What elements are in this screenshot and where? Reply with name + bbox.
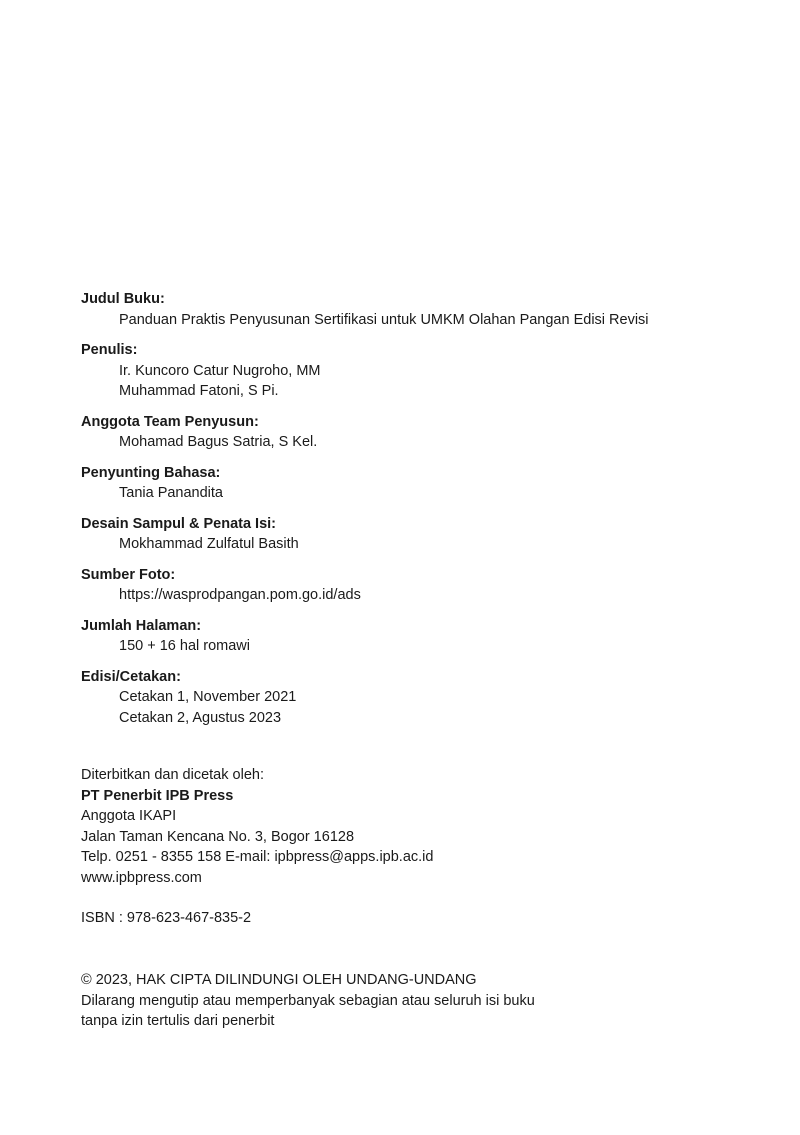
credits-section bbox=[81, 289, 741, 738]
photo-source-url: https://wasprodpangan.pom.go.id/ads bbox=[119, 587, 361, 603]
credit-value: Mokhammad Zulfatul Basith bbox=[119, 536, 299, 552]
isbn-number: ISBN : 978-623-467-835-2 bbox=[81, 910, 252, 926]
publisher-name: PT Penerbit IPB Press bbox=[81, 787, 234, 804]
credit-label: Jumlah Halaman: bbox=[81, 617, 202, 634]
publisher-membership: Anggota IKAPI bbox=[81, 808, 177, 824]
credit-label: Desain Sampul & Penata Isi: bbox=[81, 515, 277, 532]
credit-book-title bbox=[81, 289, 741, 330]
credit-language-editor bbox=[81, 463, 741, 504]
credit-value: Cetakan 1, November 2021 bbox=[119, 689, 297, 705]
credit-label: Penulis: bbox=[81, 342, 138, 358]
credit-label: Penyunting Bahasa: bbox=[81, 464, 221, 481]
credit-value: Muhammad Fatoni, S Pi. bbox=[119, 383, 279, 399]
credit-label: Judul Buku: bbox=[81, 291, 165, 307]
credit-author bbox=[81, 340, 741, 402]
copyright-notice bbox=[81, 970, 741, 1032]
copyright-line: Dilarang mengutip atau memperbanyak sebagian atau seluruh isi buku bbox=[81, 992, 535, 1009]
credit-edition bbox=[81, 667, 741, 729]
publisher-intro: Diterbitkan dan dicetak oleh: bbox=[81, 767, 264, 783]
credit-label: Sumber Foto: bbox=[81, 566, 176, 583]
credit-value: Cetakan 2, Agustus 2023 bbox=[119, 709, 282, 726]
credit-value: Panduan Praktis Penyusunan Sertifikasi untuk UMKM Olahan Pangan Edisi Revisi bbox=[119, 311, 649, 328]
credit-value: Ir. Kuncoro Catur Nugroho, MM bbox=[119, 362, 321, 379]
copyright-line: © 2023, HAK CIPTA DILINDUNGI OLEH UNDANG-UNDANG bbox=[81, 972, 477, 988]
copyright-line: tanpa izin tertulis dari penerbit bbox=[81, 1013, 275, 1029]
credit-value: 150 + 16 hal romawi bbox=[119, 638, 250, 654]
credit-value: Tania Panandita bbox=[119, 485, 223, 501]
publisher-contact: Telp. 0251 - 8355 158 E-mail: ipbpress@apps.ipb.ac.id bbox=[81, 849, 434, 865]
credit-photo-source bbox=[81, 565, 741, 606]
credit-team bbox=[81, 412, 741, 453]
credit-design bbox=[81, 514, 741, 555]
publisher-address: Jalan Taman Kencana No. 3, Bogor 16128 bbox=[81, 828, 355, 845]
credit-label: Anggota Team Penyusun: bbox=[81, 413, 259, 430]
credit-label: Edisi/Cetakan: bbox=[81, 668, 181, 685]
credit-value: Mohamad Bagus Satria, S Kel. bbox=[119, 434, 318, 450]
publisher-website: www.ipbpress.com bbox=[81, 869, 202, 886]
publisher-section bbox=[81, 765, 741, 888]
credit-page-count bbox=[81, 616, 741, 657]
